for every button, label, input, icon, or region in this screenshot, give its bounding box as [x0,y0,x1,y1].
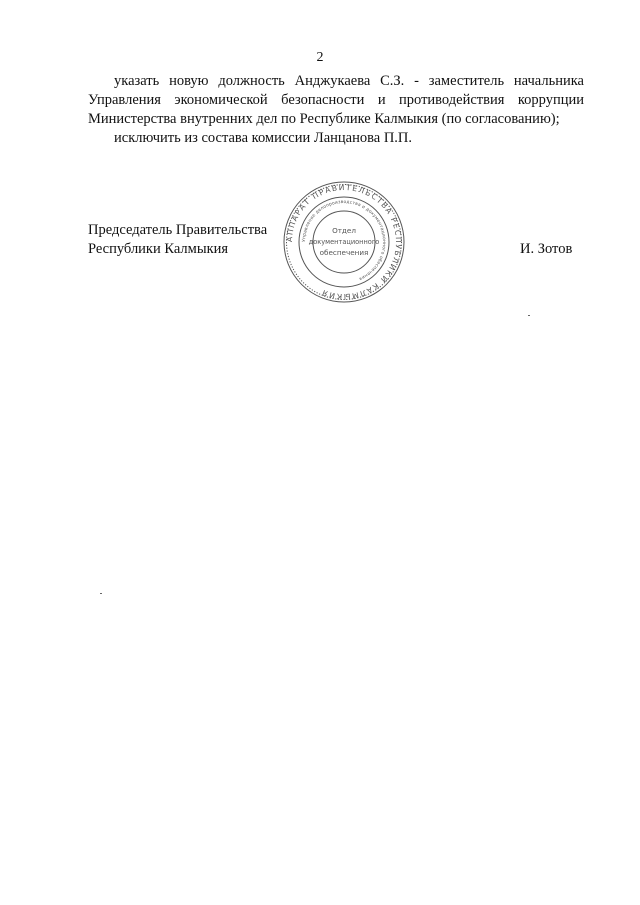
paragraph-line: указать новую должность Анджукаева С.З. - заместитель начальника [114,73,584,89]
seal-center-line: документационного [308,238,380,246]
page-number: 2 [316,50,324,65]
document-body [88,72,584,148]
scan-speck [100,593,102,594]
seal-icon [282,180,406,304]
seal-center-line: обеспечения [319,248,369,257]
paragraph-line: Управления экономической безопасности и противодействия коррупции [88,92,584,108]
paragraph-line: Министерства внутренних дел по Республике Калмыкия (по согласованию); [88,111,560,127]
paragraph-line: исключить из состава комиссии Ланцанова П.П. [114,130,413,146]
signer-title-line: Республики Калмыкия [88,241,229,257]
official-seal-stamp [282,180,406,304]
signer-title-line: Председатель Правительства [88,222,268,238]
signer-name: И. Зотов [520,241,573,257]
signer-title [88,221,267,259]
seal-center-line: Отдел [332,226,356,235]
scan-speck [528,315,530,316]
seal-inner-text: Управление делопроизводства и документационного обеспечения [301,199,387,281]
seal-outer-text: АППАРАТ ПРАВИТЕЛЬСТВА РЕСПУБЛИКИ КАЛМЫКИЯ [284,182,404,302]
